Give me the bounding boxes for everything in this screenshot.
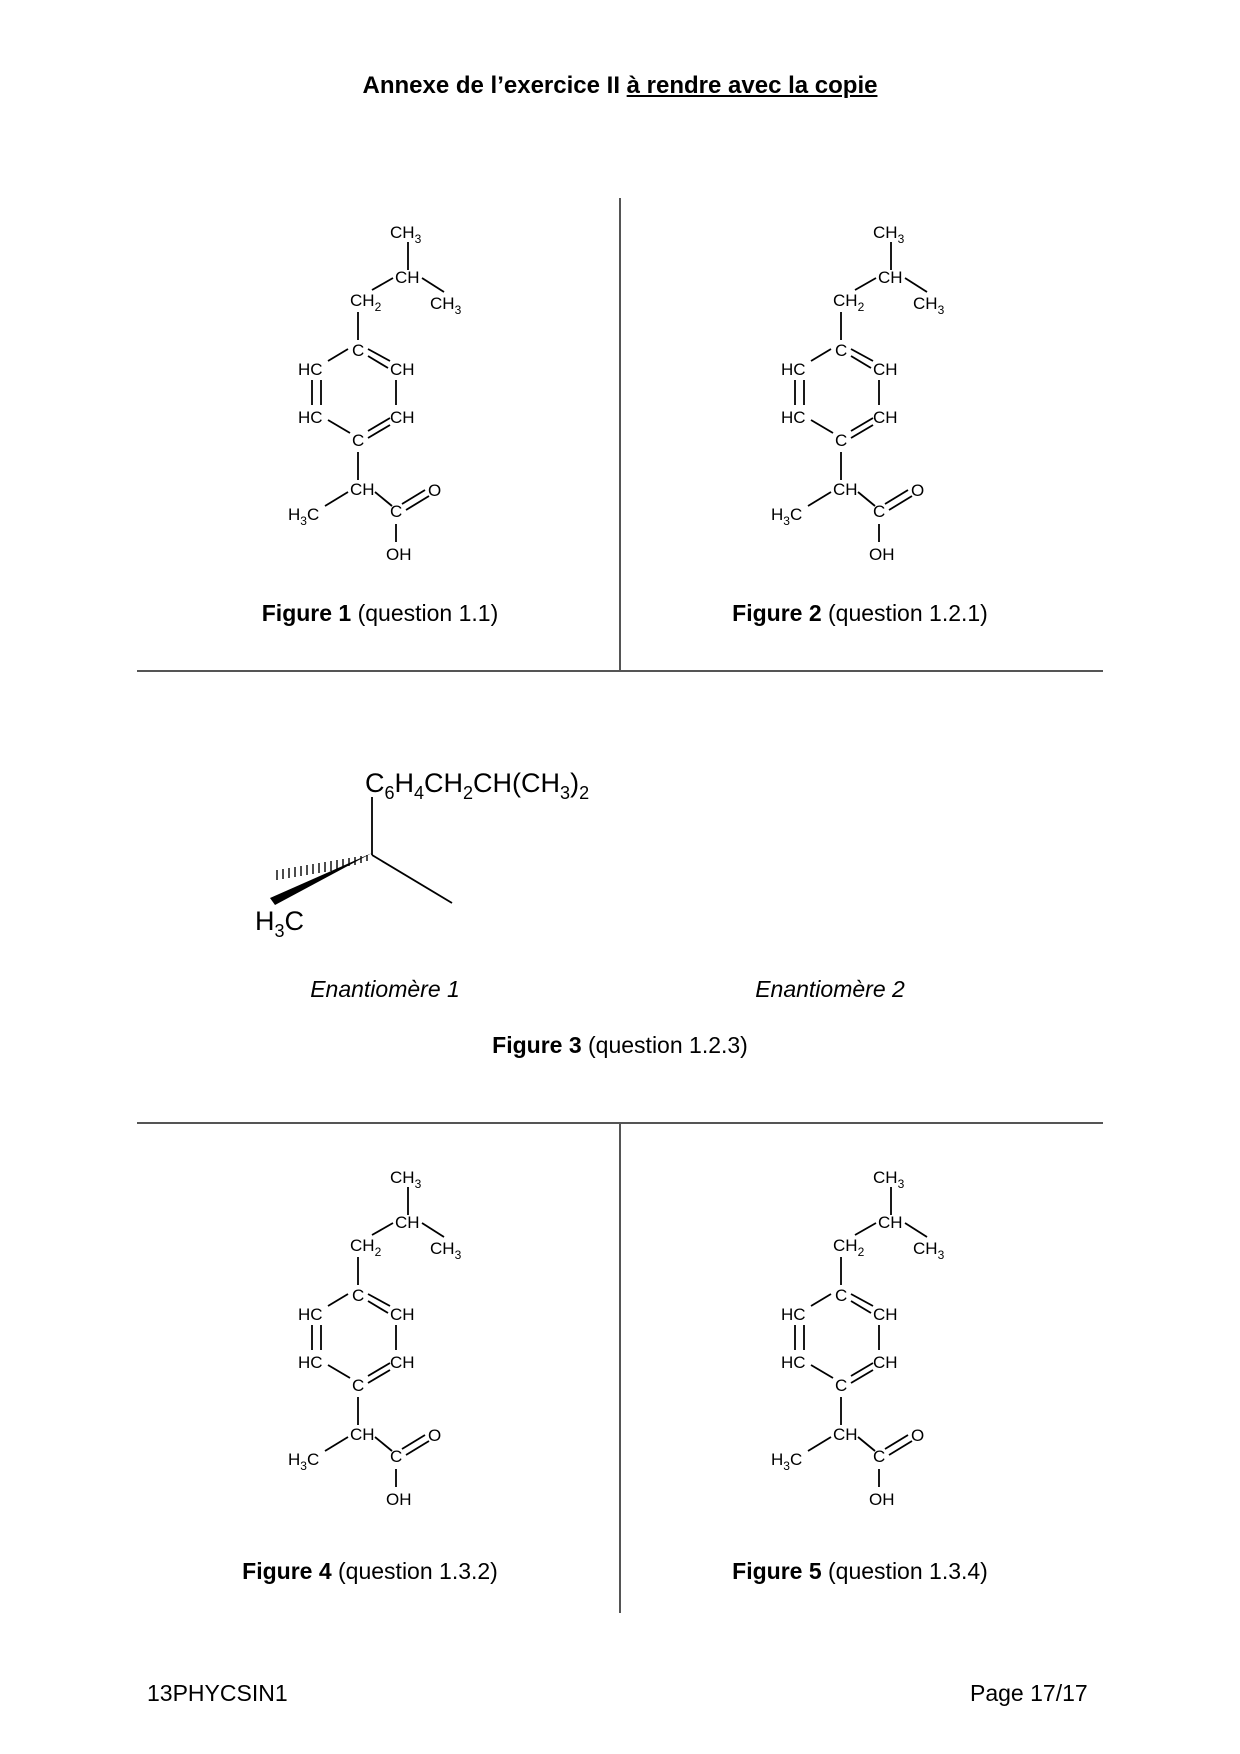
atom-ch-right-upper: CH (390, 360, 415, 379)
atom-o: O (911, 481, 925, 500)
atom-ch-alpha: CH (350, 480, 375, 499)
methyl-label: $H_3C$ (255, 906, 305, 941)
atom-ch2: $CH_2$ (833, 1236, 865, 1259)
figure-4-caption (210, 1558, 530, 1585)
atom-c-ring-bottom: C (835, 1376, 848, 1395)
atom-c-ring-bottom: C (352, 1376, 365, 1395)
atom-ch-right-upper: CH (873, 1305, 898, 1324)
atom-c-carboxyl: C (873, 502, 886, 521)
figure-3-question: (question 1.2.3) (581, 1032, 748, 1058)
atom-o: O (911, 1426, 925, 1445)
figure-4-question: (question 1.3.2) (331, 1558, 498, 1584)
ibuprofen-structure-1 (200, 220, 520, 564)
atom-oh: OH (869, 545, 895, 564)
atom-c-ring-bottom: C (352, 431, 365, 450)
ibuprofen-structure-4 (200, 1165, 520, 1509)
atom-h3c: $H_3C$ (288, 505, 320, 528)
atom-ch2: $CH_2$ (833, 291, 865, 314)
document-code: 13PHYCSIN1 (147, 1680, 288, 1706)
atom-c-ring-top: C (835, 1286, 848, 1305)
atom-oh: OH (869, 1490, 895, 1509)
atom-c-carboxyl: C (390, 1447, 403, 1466)
figure-4-label: Figure 4 (242, 1558, 332, 1584)
atom-ch2: $CH_2$ (350, 291, 382, 314)
atom-hc-left-lower: HC (781, 408, 806, 427)
figure-5-label: Figure 5 (732, 1558, 822, 1584)
atom-c-ring-top: C (835, 341, 848, 360)
enantiomer-1-label: Enantiomère 1 (310, 976, 460, 1002)
atom-c-ring-top: C (352, 1286, 365, 1305)
figure-2-question: (question 1.2.1) (821, 600, 988, 626)
atom-ch-right-upper: CH (390, 1305, 415, 1324)
atom-ch3-top: $CH_3$ (390, 223, 422, 246)
atom-hc-left-lower: HC (298, 1353, 323, 1372)
bond-plain (372, 855, 452, 903)
atom-hc-left-upper: HC (781, 360, 806, 379)
atom-hc-left-upper: HC (298, 1305, 323, 1324)
atom-h3c: $H_3C$ (288, 1450, 320, 1473)
atom-ch-alpha: CH (350, 1425, 375, 1444)
atom-ch-right-lower: CH (873, 1353, 898, 1372)
page-title (0, 72, 1240, 100)
figure-2-caption (700, 600, 1020, 627)
atom-ch3-right: $CH_3$ (430, 294, 462, 317)
atom-ch3-right: $CH_3$ (913, 1239, 945, 1262)
atom-ch-alpha: CH (833, 480, 858, 499)
enantiomer-1-structure (240, 755, 640, 955)
atom-ch-alpha: CH (833, 1425, 858, 1444)
figure-5-caption (700, 1558, 1020, 1585)
bond-wedge (270, 853, 372, 905)
figure-3-label: Figure 3 (492, 1032, 582, 1058)
horizontal-divider-1 (137, 670, 1103, 672)
atom-o: O (428, 1426, 442, 1445)
figure-5-question: (question 1.3.4) (821, 1558, 988, 1584)
figure-1-question: (question 1.1) (351, 600, 499, 626)
figure-2-label: Figure 2 (732, 600, 822, 626)
atom-ch-right-lower: CH (390, 1353, 415, 1372)
figure-1-label: Figure 1 (261, 600, 352, 626)
vertical-divider-bottom (619, 1123, 621, 1613)
atom-oh: OH (386, 545, 412, 564)
atom-hc-left-lower: HC (781, 1353, 806, 1372)
title-underlined-text: à rendre avec la copie (626, 72, 878, 99)
atom-c-ring-top: C (352, 341, 365, 360)
ibuprofen-structure-5 (683, 1165, 1003, 1509)
figure-1-caption (220, 600, 540, 627)
atom-ch-right-lower: CH (390, 408, 415, 427)
atom-ch3-right: $CH_3$ (913, 294, 945, 317)
enantiomer-2-label: Enantiomère 2 (755, 976, 905, 1002)
page-number: Page 17/17 (970, 1680, 1088, 1706)
atom-ch-branch: CH (395, 1213, 420, 1232)
atom-o: O (428, 481, 442, 500)
figure-3-caption (460, 1032, 780, 1059)
atom-oh: OH (386, 1490, 412, 1509)
atom-ch-branch: CH (878, 1213, 903, 1232)
atom-h3c: $H_3C$ (771, 1450, 803, 1473)
title-text: Annexe de l’exercice II (362, 72, 627, 99)
atom-ch-right-upper: CH (873, 360, 898, 379)
atom-hc-left-upper: HC (298, 360, 323, 379)
atom-ch3-top: $CH_3$ (873, 1168, 905, 1191)
atom-ch-right-lower: CH (873, 408, 898, 427)
atom-ch3-right: $CH_3$ (430, 1239, 462, 1262)
ibuprofen-structure-2 (683, 220, 1003, 564)
substituent-formula: $C_6H_4CH_2CH(CH_3)_2$ (365, 768, 590, 803)
vertical-divider-top (619, 198, 621, 670)
atom-ch3-top: $CH_3$ (390, 1168, 422, 1191)
atom-ch-branch: CH (878, 268, 903, 287)
atom-hc-left-upper: HC (781, 1305, 806, 1324)
atom-h3c: $H_3C$ (771, 505, 803, 528)
atom-hc-left-lower: HC (298, 408, 323, 427)
atom-c-carboxyl: C (873, 1447, 886, 1466)
atom-c-carboxyl: C (390, 502, 403, 521)
atom-ch-branch: CH (395, 268, 420, 287)
atom-c-ring-bottom: C (835, 431, 848, 450)
atom-ch3-top: $CH_3$ (873, 223, 905, 246)
atom-ch2: $CH_2$ (350, 1236, 382, 1259)
